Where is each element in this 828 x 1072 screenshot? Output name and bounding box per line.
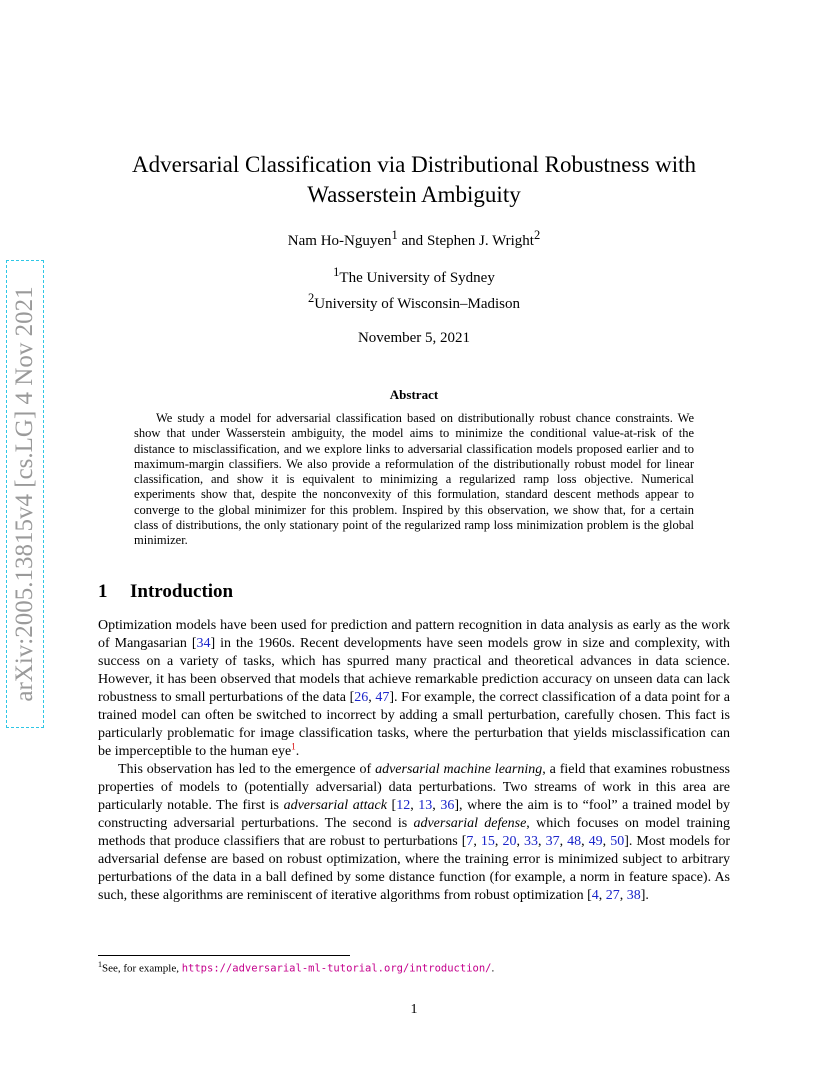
citation-link[interactable]: 15 bbox=[480, 834, 495, 849]
page-number: 1 bbox=[410, 1002, 418, 1017]
text-run: , bbox=[602, 834, 611, 849]
footnote bbox=[98, 960, 494, 975]
affiliation-1 bbox=[0, 262, 828, 288]
text-run: ] in the 1960s. Recent developments have seen models grow in size and complexity, with success on a variety of tasks, which has spurred many practical and theoretical advances in data science. However, it has been observed that models that achieve remarkable prediction accuracy on unseen data can lack robustness to small perturbations of the data [ bbox=[98, 636, 730, 705]
arxiv-identifier: arXiv:2005.13815v4 [cs.LG] 4 Nov 2021 bbox=[11, 286, 38, 702]
text-run: . bbox=[295, 744, 300, 759]
affiliation-2-name: University of Wisconsin–Madison bbox=[314, 296, 521, 312]
text-run: , bbox=[598, 888, 606, 903]
citation-link[interactable]: 4 bbox=[591, 888, 599, 903]
citation-link[interactable]: 37 bbox=[545, 834, 560, 849]
emphasis: adversarial machine learning bbox=[375, 762, 543, 777]
title-line-1: Adversarial Classification via Distributional Robustness with bbox=[131, 152, 697, 177]
footnote-text: See, for example, bbox=[102, 962, 182, 975]
citation-link[interactable]: 27 bbox=[605, 888, 620, 903]
citation-link[interactable]: 49 bbox=[588, 834, 603, 849]
introduction-body bbox=[98, 617, 730, 905]
citation-link[interactable]: 13 bbox=[418, 798, 433, 813]
citation-link[interactable]: 36 bbox=[440, 798, 455, 813]
paragraph-2 bbox=[98, 761, 730, 905]
text-run: ]. Most models for adversarial defense are based on robust optimization, where the training error is minimized subject to arbitrary perturbations of the data in a ball defined by some distance function (for example, a norm in feature space). As such, these algorithms are reminiscent of iterative algorithms from robust optimization [ bbox=[98, 834, 731, 903]
affiliations bbox=[0, 262, 828, 314]
abstract-heading: Abstract bbox=[389, 387, 439, 402]
citation-link[interactable]: 50 bbox=[610, 834, 625, 849]
text-run: ]. For example, the correct classification of a data point for a trained model can often be switched to incorrect by adding a small perturbation, carefully chosen. This fact is particularly problematic for image classification tasks, where the perturbation that yields misclassification can be imperceptible to the human eye bbox=[98, 690, 730, 759]
authors bbox=[0, 228, 828, 250]
citation-link[interactable]: 7 bbox=[466, 834, 474, 849]
text-run: , bbox=[410, 798, 419, 813]
text-run: , bbox=[581, 834, 589, 849]
section-number: 1 bbox=[98, 581, 108, 602]
author-1: Nam Ho-Nguyen bbox=[287, 233, 392, 249]
citation-link[interactable]: 47 bbox=[375, 690, 390, 705]
citation-link[interactable]: 33 bbox=[524, 834, 539, 849]
emphasis: adversarial defense bbox=[413, 816, 527, 831]
citation-link[interactable]: 38 bbox=[626, 888, 641, 903]
section-heading bbox=[98, 581, 233, 603]
citation-link[interactable]: 34 bbox=[196, 636, 211, 651]
citation-link[interactable]: 48 bbox=[567, 834, 582, 849]
citation-link[interactable]: 12 bbox=[396, 798, 411, 813]
text-run: , which focuses on model training methods that produce classifiers that are robust to perturbations [ bbox=[98, 816, 730, 849]
emphasis: adversarial attack bbox=[283, 798, 387, 813]
text-run: This observation has led to the emergence of bbox=[118, 762, 376, 777]
text-run: , bbox=[432, 798, 441, 813]
citation-link[interactable]: 20 bbox=[502, 834, 517, 849]
footnote-mark: 1 bbox=[98, 960, 102, 969]
paper-title bbox=[0, 150, 828, 210]
affiliation-2 bbox=[0, 288, 828, 314]
footnote-link[interactable]: 1 bbox=[291, 741, 296, 752]
text-run: , bbox=[473, 834, 481, 849]
paragraph-1 bbox=[98, 617, 730, 761]
text-run: , bbox=[368, 690, 376, 705]
text-run: , bbox=[538, 834, 546, 849]
author-1-affil-mark: 1 bbox=[391, 228, 398, 242]
footnote-end: . bbox=[491, 962, 495, 975]
abstract-text: We study a model for adversarial classification based on distributionally robust chance constraints. We show that under Wasserstein ambiguity, the model aims to minimize the conditional value-at-risk of the distance to misclassification, and we explore links to adversarial classification models proposed earlier and to maximum-margin classifiers. We also provide a reformulation of the distributionally robust model for linear classification, and show it is equivalent to minimizing a regularized ramp loss objective. Numerical experiments show that, despite the nonconvexity of this formulation, standard descent methods appear to converge to the global minimizer for this problem. Inspired by this observation, we show that, for a certain class of distributions, the only stationary point of the regularized ramp loss minimization problem is the global minimizer. bbox=[134, 411, 694, 548]
footnote-url-link[interactable]: https://adversarial-ml-tutorial.org/introduction/ bbox=[181, 962, 492, 975]
author-2: Stephen J. Wright bbox=[426, 233, 534, 249]
affiliation-1-name: The University of Sydney bbox=[339, 270, 495, 286]
citation-link[interactable]: 26 bbox=[354, 690, 369, 705]
author-conjunction: and bbox=[397, 233, 427, 249]
section-title: Introduction bbox=[130, 581, 234, 602]
text-run: , bbox=[494, 834, 503, 849]
text-run: ]. bbox=[640, 888, 649, 903]
text-run: Optimization models have been used for prediction and pattern recognition in data analysis as early as the work of Mangasarian [ bbox=[98, 618, 730, 651]
text-run: , bbox=[619, 888, 627, 903]
paper-date: November 5, 2021 bbox=[357, 330, 471, 346]
abstract-body bbox=[134, 411, 694, 549]
text-run: , a field that examines robustness properties of models to (potentially adversarial) data perturbations. Two streams of work in this area are particularly notable. The first is bbox=[98, 762, 731, 813]
footnote-divider bbox=[98, 955, 350, 956]
affiliation-1-mark: 1 bbox=[333, 265, 340, 279]
text-run: ], where the aim is to “fool” a trained model by constructing adversarial perturbations. The second is bbox=[98, 798, 731, 831]
text-run: , bbox=[516, 834, 525, 849]
text-run: , bbox=[559, 834, 568, 849]
title-line-2: Wasserstein Ambiguity bbox=[307, 182, 521, 207]
affiliation-2-mark: 2 bbox=[307, 291, 315, 305]
text-run: [ bbox=[386, 798, 397, 813]
author-2-affil-mark: 2 bbox=[533, 228, 541, 242]
